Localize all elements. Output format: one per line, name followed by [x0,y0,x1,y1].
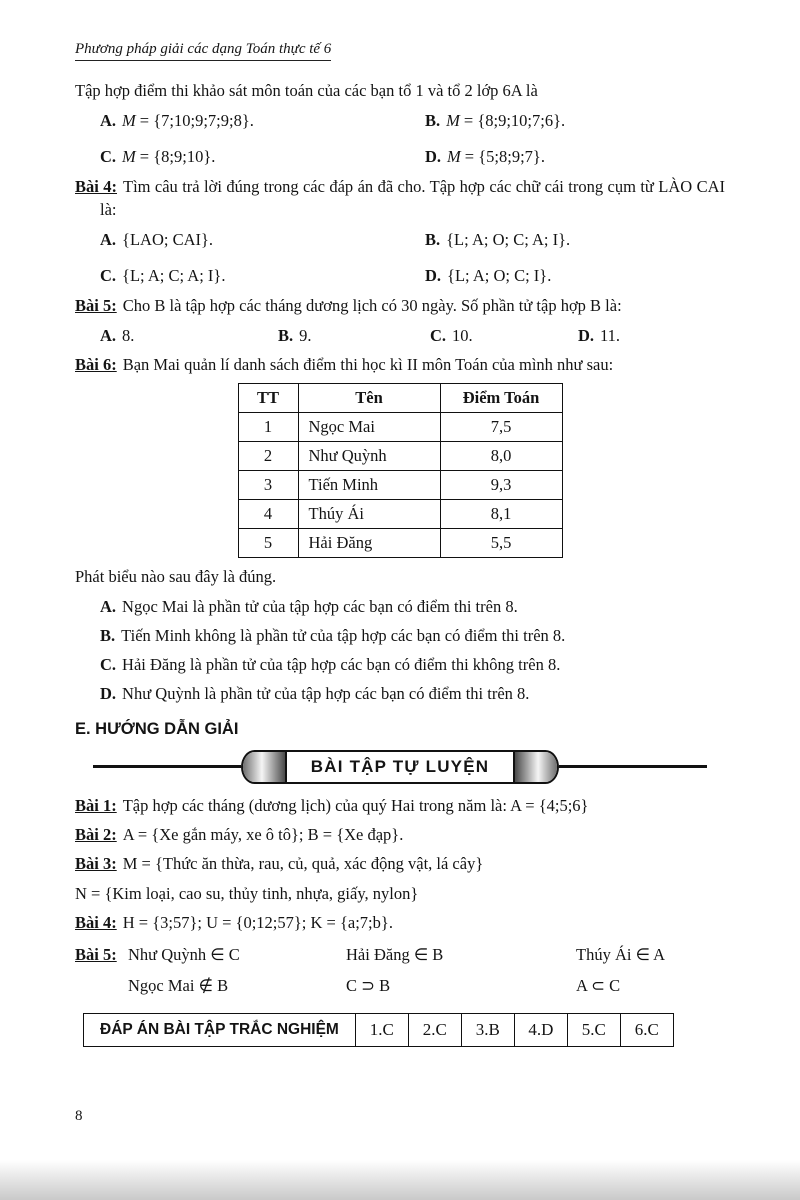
table-cell-ten: Ngọc Mai [298,413,440,442]
relation: C ⊃ B [346,976,391,996]
option-b5-b [278,325,430,347]
option-body: = {7;10;9;7;9;8}. [139,111,254,131]
relation: Như Quỳnh ∈ C [128,944,240,964]
bai2-label: Bài 2: [75,825,117,844]
bai6-prompt: Phát biểu nào sau đây là đúng. [75,567,277,587]
option-label: C. [100,265,117,285]
option-b5-d [578,325,725,347]
page-header: Phương pháp giải các dạng Toán thực tế 6 [75,41,331,61]
table-cell-diem: 7,5 [440,413,562,442]
table-cell-tt: 3 [238,471,298,500]
practice-bai4 [75,912,725,934]
bai5-options [100,325,725,347]
option-q3-a [100,110,425,132]
bai4-label: Bài 4: [75,177,117,197]
statement-label: A. [100,596,117,616]
table-header-ten: Tên [298,384,440,413]
table-row [238,413,562,442]
table-cell-diem: 9,3 [440,471,562,500]
bai5-question [75,295,725,317]
bai1-text: Tập hợp các tháng (dương lịch) của quý Hai trong năm là: A = {4;5;6} [122,795,589,815]
table-cell-tt: 2 [238,442,298,471]
statement-a [100,594,725,619]
option-variable: M [446,111,460,131]
table-cell-ten: Như Quỳnh [298,442,440,471]
statement-b [100,623,725,648]
option-body: = {8;9;10;7;6}. [463,111,566,131]
table-cell-ten: Hải Đăng [298,529,440,558]
practice-banner [93,750,707,784]
option-label: A. [100,230,117,250]
option-body: 9. [299,325,312,345]
option-body: 8. [122,325,135,345]
option-b5-a [100,325,278,347]
option-b4-a [100,229,425,251]
practice-bai3-line2: N = {Kim loại, cao su, thủy tinh, nhựa, giấy, nylon} [75,883,419,903]
bai3-line1: M = {Thức ăn thừa, rau, củ, quả, xác động vật, lá cây} [122,854,484,874]
bai6-text: Bạn Mai quản lí danh sách điểm thi học kì II môn Toán của mình như sau: [122,354,614,374]
practice-bai3 [75,853,725,875]
statement-c [100,652,725,677]
answer-key-title: ĐÁP ÁN BÀI TẬP TRẮC NGHIỆM [84,1013,356,1046]
option-q3-d [425,146,725,168]
table-header-diem: Điểm Toán [440,384,562,413]
option-label: D. [578,325,595,345]
option-variable: M [447,146,461,166]
relation: Ngọc Mai ∉ B [128,976,229,996]
option-body: {L; A; O; C; I}. [447,265,552,285]
bai1-label: Bài 1: [75,795,117,815]
option-label: A. [100,325,117,345]
answer-key-table [83,1013,674,1047]
table-row [238,471,562,500]
table-row [238,529,562,558]
statement-text: Ngọc Mai là phần tử của tập hợp các bạn có điểm thi trên 8. [122,596,518,616]
option-body: = {8;9;10}. [139,146,216,166]
question3-intro: Tập hợp điểm thi khảo sát môn toán của các bạn tổ 1 và tổ 2 lớp 6A là [75,81,538,100]
option-label: D. [425,146,442,166]
answer-cell: 1.C [355,1013,408,1046]
bai5-label: Bài 5: [75,296,117,316]
option-body: {LAO; CAI}. [122,230,214,250]
option-body: = {5;8;9;7}. [464,146,545,166]
table-cell-ten: Thúy Ái [298,500,440,529]
option-body: {L; A; C; A; I}. [122,265,226,285]
bai6-question [75,354,725,376]
scroll-right-cap-icon [513,752,557,782]
option-label: B. [425,111,441,131]
statement-text: Như Quỳnh là phần tử của tập hợp các bạn có điểm thi trên 8. [122,684,530,704]
option-variable: M [122,111,136,131]
answer-cell: 5.C [567,1013,620,1046]
section-e-title: E. HƯỚNG DẪN GIẢI [75,720,239,739]
bai4-question [75,176,725,221]
bai2-text: A = {Xe gắn máy, xe ô tô}; B = {Xe đạp}. [122,825,404,844]
table-cell-diem: 5,5 [440,529,562,558]
practice-bai1 [75,795,725,817]
answer-cell: 3.B [461,1013,514,1046]
option-variable: M [122,146,136,166]
option-label: B. [425,230,441,250]
bai5p-label: Bài 5: [75,944,117,964]
statement-label: C. [100,654,117,674]
bai6-label: Bài 6: [75,354,117,374]
option-label: A. [100,111,117,131]
practice-bai2 [75,824,725,846]
option-label: B. [278,325,294,345]
table-header-row [238,384,562,413]
relation: A ⊂ C [576,976,621,996]
option-b4-c [100,265,425,287]
table-cell-tt: 1 [238,413,298,442]
option-q3-b [425,110,725,132]
practice-bai5 [75,944,725,998]
option-q3-c [100,146,425,168]
bai4p-text: H = {3;57}; U = {0;12;57}; K = {a;7;b}. [122,913,393,933]
option-body: 11. [600,325,621,345]
answer-key-row [84,1013,674,1046]
option-body: {L; A; O; C; A; I}. [446,230,571,250]
page-number: 8 [75,1108,83,1124]
relation-spacer [75,975,128,997]
table-row [238,500,562,529]
option-b4-d [425,265,725,287]
option-label: C. [430,325,447,345]
question3-options [100,110,725,168]
banner-left-line [93,765,241,767]
bai3-label: Bài 3: [75,854,117,874]
option-b4-b [425,229,725,251]
option-label: C. [100,146,117,166]
banner-right-line [559,765,707,767]
bai4p-label: Bài 4: [75,913,117,933]
table-cell-ten: Tiến Minh [298,471,440,500]
statement-label: D. [100,684,117,704]
answer-cell: 4.D [514,1013,567,1046]
table-cell-tt: 4 [238,500,298,529]
table-cell-diem: 8,1 [440,500,562,529]
statement-text: Tiến Minh không là phần tử của tập hợp các bạn có điểm thi trên 8. [121,625,566,645]
table-cell-diem: 8,0 [440,442,562,471]
statement-text: Hải Đăng là phần tử của tập hợp các bạn có điểm thi không trên 8. [122,654,561,674]
scroll-left-cap-icon [243,752,287,782]
option-label: D. [425,265,442,285]
table-row [238,442,562,471]
page-body [75,80,725,1047]
relation: Hải Đăng ∈ B [346,944,444,964]
relation: Thúy Ái ∈ A [576,944,666,964]
banner-scroll [241,750,559,784]
answer-cell: 6.C [620,1013,673,1046]
option-body: 10. [452,325,473,345]
bai4-text: Tìm câu trả lời đúng trong các đáp án đã cho. Tập hợp các chữ cái trong cụm từ LÀO CAI là: [100,177,725,219]
bai5-text: Cho B là tập hợp các tháng dương lịch có 30 ngày. Số phần tử tập hợp B là: [122,296,622,316]
statement-d [100,681,725,706]
statement-label: B. [100,625,116,645]
option-b5-c [430,325,578,347]
scores-table [238,383,563,558]
banner-title: BÀI TẬP TỰ LUYỆN [310,757,490,776]
table-cell-tt: 5 [238,529,298,558]
bai4-options [100,229,725,287]
answer-cell: 2.C [408,1013,461,1046]
table-header-tt: TT [238,384,298,413]
